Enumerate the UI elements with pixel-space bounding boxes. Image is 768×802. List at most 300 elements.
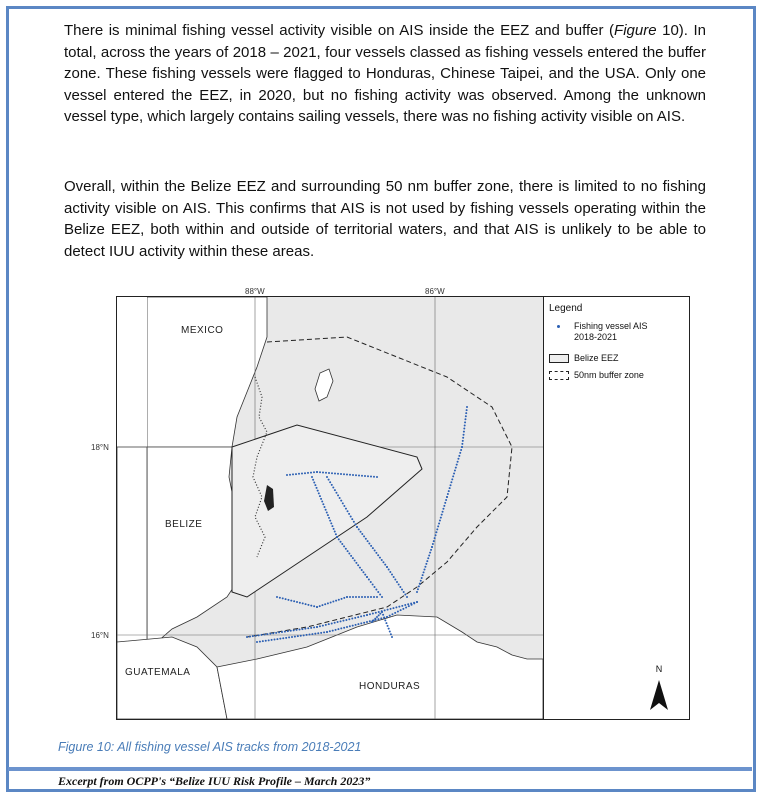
- ais-track-point: [368, 579, 370, 581]
- ais-track-point: [375, 589, 377, 591]
- ais-track-point: [389, 571, 391, 573]
- ais-track-point: [325, 624, 327, 626]
- ais-track-point: [450, 481, 452, 483]
- label-mexico: MEXICO: [181, 325, 224, 336]
- ais-track-point: [328, 479, 330, 481]
- ais-track-point: [335, 629, 337, 631]
- ais-track-point: [285, 598, 287, 600]
- ais-track-point: [358, 596, 360, 598]
- ais-track-point: [406, 596, 408, 598]
- ais-track-point: [357, 623, 359, 625]
- ais-track-point: [431, 546, 433, 548]
- ais-track-point: [454, 470, 456, 472]
- ais-track-point: [347, 550, 349, 552]
- map-canvas: [117, 297, 543, 719]
- ais-track-point: [465, 415, 467, 417]
- ais-track-point: [351, 618, 353, 620]
- ais-track-point: [300, 635, 302, 637]
- ais-track-point: [417, 588, 419, 590]
- ais-track-point: [408, 605, 410, 607]
- ais-track-point: [455, 467, 457, 469]
- ais-track-point: [449, 487, 451, 489]
- ais-track-point: [321, 501, 323, 503]
- ais-track-point: [333, 528, 335, 530]
- figure-reference: Figure: [614, 22, 657, 39]
- ais-track-point: [416, 591, 418, 593]
- ais-track-point: [384, 564, 386, 566]
- ais-track-point: [378, 611, 380, 613]
- ais-track-point: [413, 602, 415, 604]
- ais-track-point: [362, 571, 364, 573]
- ais-track-point: [310, 627, 312, 629]
- land-guatemala: [117, 447, 147, 642]
- lat-label-16: 16°N: [91, 631, 109, 640]
- ais-track-point: [458, 455, 460, 457]
- ais-track-point: [425, 563, 427, 565]
- ais-track-point: [372, 584, 374, 586]
- ais-track-point: [284, 631, 286, 633]
- ais-track-point: [320, 632, 322, 634]
- ais-track-point: [278, 631, 280, 633]
- ais-track-point: [357, 616, 359, 618]
- ais-track-point: [445, 499, 447, 501]
- ais-track-point: [323, 631, 325, 633]
- ais-track-point: [274, 639, 276, 641]
- ais-track-point: [420, 580, 422, 582]
- ais-track-point: [391, 574, 393, 576]
- label-guatemala: GUATEMALA: [125, 667, 191, 678]
- ais-track-point: [301, 473, 303, 475]
- ais-track-point: [340, 620, 342, 622]
- ais-track-point: [361, 569, 363, 571]
- ais-track-point: [388, 569, 390, 571]
- ais-track-point: [419, 583, 421, 585]
- ais-track-point: [281, 631, 283, 633]
- ais-track-point: [322, 625, 324, 627]
- ais-track-point: [421, 577, 423, 579]
- ais-track-point: [348, 618, 350, 620]
- ais-track-point: [374, 550, 376, 552]
- ais-track-point: [325, 509, 327, 511]
- ais-track-point: [377, 618, 379, 620]
- ais-track-point: [346, 596, 348, 598]
- ais-track-point: [287, 599, 289, 601]
- ais-track-point: [372, 547, 374, 549]
- ais-track-point: [326, 476, 328, 478]
- excerpt-note: Excerpt from OCPP's “Belize IUU Risk Profile – March 2023”: [58, 774, 371, 788]
- ais-track-point: [325, 472, 327, 474]
- ais-track-point: [330, 601, 332, 603]
- ais-track-point: [369, 613, 371, 615]
- ais-track-point: [465, 412, 467, 414]
- ais-track-point: [418, 585, 420, 587]
- ais-track-point: [337, 628, 339, 630]
- ais-track-point: [397, 611, 399, 613]
- ais-track-point: [464, 424, 466, 426]
- ais-track-point: [341, 543, 343, 545]
- ais-track-point: [370, 581, 372, 583]
- ais-track-point: [395, 606, 397, 608]
- ais-track-point: [355, 624, 357, 626]
- ais-track-point: [380, 617, 382, 619]
- north-label: N: [655, 664, 663, 674]
- ais-track-point: [329, 481, 331, 483]
- ais-track-point: [443, 505, 445, 507]
- ais-track-point: [400, 609, 402, 611]
- legend-title: Legend: [549, 303, 583, 314]
- ais-track-point: [279, 638, 281, 640]
- ais-track-point: [349, 474, 351, 476]
- legend-item-eez: [549, 353, 619, 364]
- ais-track-point: [313, 481, 315, 483]
- island: [315, 369, 333, 401]
- ais-track-point: [264, 634, 266, 636]
- ais-track-point: [463, 428, 465, 430]
- ais-track-point: [319, 625, 321, 627]
- ais-track-point: [340, 473, 342, 475]
- ais-track-point: [375, 552, 377, 554]
- ais-track-point: [282, 597, 284, 599]
- ais-track-point: [285, 637, 287, 639]
- ais-track-point: [328, 517, 330, 519]
- ais-track-point: [446, 496, 448, 498]
- ais-track-point: [373, 619, 375, 621]
- ais-track-point: [305, 603, 307, 605]
- ais-track-point: [302, 602, 304, 604]
- ais-track-point: [288, 636, 290, 638]
- ais-track-point: [360, 531, 362, 533]
- ais-track-point: [355, 562, 357, 564]
- ais-track-point: [346, 626, 348, 628]
- legend-label-eez: Belize EEZ: [574, 353, 619, 363]
- ais-track-point: [338, 599, 340, 601]
- ais-track-point: [360, 622, 362, 624]
- ais-track-point: [393, 576, 395, 578]
- ais-track-point: [319, 605, 321, 607]
- ais-track-point: [361, 596, 363, 598]
- ais-track-point: [342, 620, 344, 622]
- ais-track-point: [361, 475, 363, 477]
- ais-track-point: [463, 431, 465, 433]
- ais-track-point: [452, 475, 454, 477]
- ais-track-point: [256, 641, 258, 643]
- ais-track-point: [401, 605, 403, 607]
- ais-track-point: [369, 620, 371, 622]
- ais-track-point: [363, 615, 365, 617]
- ais-track-point: [377, 591, 379, 593]
- ais-track-point: [424, 566, 426, 568]
- ais-track-point: [304, 628, 306, 630]
- ais-track-point: [403, 591, 405, 593]
- ais-track-point: [324, 603, 326, 605]
- ais-track-point: [423, 571, 425, 573]
- ais-track-point: [261, 634, 263, 636]
- ais-track-point: [355, 596, 357, 598]
- ais-track-point: [311, 476, 313, 478]
- ais-track-point: [340, 541, 342, 543]
- ais-track-point: [314, 484, 316, 486]
- ais-track-point: [422, 574, 424, 576]
- ais-track-point: [321, 604, 323, 606]
- legend-label-ais: Fishing vessel AIS 2018-2021: [574, 321, 648, 342]
- ais-track-point: [343, 505, 345, 507]
- ais-track-point: [457, 461, 459, 463]
- ais-track-point: [370, 476, 372, 478]
- ais-track-point: [363, 535, 365, 537]
- ais-track-point: [353, 521, 355, 523]
- ais-track-point: [255, 635, 257, 637]
- ais-track-point: [311, 633, 313, 635]
- ais-track-point: [334, 473, 336, 475]
- ais-track-point: [352, 474, 354, 476]
- ais-track-point: [382, 614, 384, 616]
- ais-track-point: [343, 473, 345, 475]
- ais-track-point: [392, 607, 394, 609]
- ais-track-point: [389, 615, 391, 617]
- ais-track-point: [398, 584, 400, 586]
- ais-track-point: [462, 440, 464, 442]
- ais-track-point: [460, 449, 462, 451]
- ais-track-point: [338, 538, 340, 540]
- ais-track-point: [331, 484, 333, 486]
- ais-track-point: [466, 409, 468, 411]
- ais-track-point: [401, 589, 403, 591]
- ais-track-point: [349, 625, 351, 627]
- ais-track-point: [324, 506, 326, 508]
- ais-track-point: [348, 513, 350, 515]
- ais-track-point: [382, 561, 384, 563]
- ais-track-point: [374, 586, 376, 588]
- ais-track-point: [376, 476, 378, 478]
- ais-track-point: [252, 635, 254, 637]
- land-honduras: [217, 615, 543, 719]
- p1-text-a: There is minimal fishing vessel activity visible on AIS inside the EEZ and buffer (: [64, 22, 615, 39]
- belize-eez: [232, 425, 422, 597]
- ais-track-point: [266, 633, 268, 635]
- map-figure: [91, 287, 544, 720]
- ais-track-point: [387, 609, 389, 611]
- ais-track-point: [372, 612, 374, 614]
- ais-track-point: [313, 626, 315, 628]
- ais-track-point: [343, 545, 345, 547]
- ais-track-point: [379, 613, 381, 615]
- ais-track-point: [320, 498, 322, 500]
- map-legend: [544, 296, 690, 720]
- ais-track-point: [299, 602, 301, 604]
- ais-track-point: [329, 520, 331, 522]
- ais-track-point: [334, 531, 336, 533]
- ais-track-point: [332, 487, 334, 489]
- ais-track-point: [379, 594, 381, 596]
- ais-track-point: [440, 517, 442, 519]
- ais-track-point: [394, 612, 396, 614]
- ais-track-point: [309, 634, 311, 636]
- ais-track-point: [366, 614, 368, 616]
- frame-divider: [8, 767, 752, 771]
- ais-track-point: [436, 528, 438, 530]
- ais-track-point: [296, 601, 298, 603]
- ais-track-point: [391, 636, 393, 638]
- ais-track-point: [426, 560, 428, 562]
- ais-track-point: [398, 606, 400, 608]
- ais-track-point: [334, 622, 336, 624]
- ais-track-point: [448, 490, 450, 492]
- ais-track-point: [296, 629, 298, 631]
- ais-track-point: [316, 606, 318, 608]
- ais-track-point: [370, 545, 372, 547]
- ais-track-point: [319, 495, 321, 497]
- ais-track-point: [343, 597, 345, 599]
- ais-track-point: [275, 632, 277, 634]
- ais-track-point: [299, 629, 301, 631]
- ais-track-point: [404, 604, 406, 606]
- ais-track-point: [286, 474, 288, 476]
- ais-track-point: [310, 472, 312, 474]
- ais-track-point: [351, 518, 353, 520]
- ais-track-point: [350, 515, 352, 517]
- ais-track-point: [304, 472, 306, 474]
- p1-text-b: 10). In total, across the years of 2018 – 2021, four vessels classed as fishing vessels entered the buffer zone. These fishing vessels were flagged to Honduras, Chinese Taipei, and the USA. Only one vessel entered the EEZ, in 2020, but no fishing activity was observed. Among the unknown vessel type, which largely contains sailing vessels, there was no fishing activity visible on AIS.: [64, 22, 707, 125]
- ais-track-point: [384, 609, 386, 611]
- ais-track-point: [318, 492, 320, 494]
- ais-track-point: [339, 497, 341, 499]
- ais-track-point: [319, 471, 321, 473]
- ais-track-point: [367, 475, 369, 477]
- ais-track-point: [379, 557, 381, 559]
- label-belize: BELIZE: [165, 519, 203, 530]
- ais-track-point: [346, 474, 348, 476]
- ais-track-point: [433, 540, 435, 542]
- ais-track-point: [331, 525, 333, 527]
- ais-track-point: [435, 531, 437, 533]
- ais-track-point: [388, 628, 390, 630]
- ais-track-point: [276, 596, 278, 598]
- ais-track-point: [358, 528, 360, 530]
- ais-track-point: [361, 533, 363, 535]
- ais-track-point: [447, 493, 449, 495]
- ais-track-point: [337, 621, 339, 623]
- lon-label-86: 86°W: [425, 287, 445, 296]
- ais-track-point: [335, 600, 337, 602]
- ais-track-point: [354, 523, 356, 525]
- ais-track-point: [399, 586, 401, 588]
- label-honduras: HONDURAS: [359, 681, 421, 692]
- ais-track-point: [390, 608, 392, 610]
- ais-track-point: [366, 621, 368, 623]
- ais-track-point: [341, 598, 343, 600]
- ais-track-point: [348, 552, 350, 554]
- ais-track-point: [359, 567, 361, 569]
- ais-track-point: [327, 514, 329, 516]
- ais-track-point: [442, 508, 444, 510]
- ais-track-point: [345, 619, 347, 621]
- ais-track-point: [350, 555, 352, 557]
- ais-track-point: [389, 630, 391, 632]
- ais-track-point: [289, 474, 291, 476]
- ais-track-point: [314, 633, 316, 635]
- ais-track-point: [363, 622, 365, 624]
- ais-track-point: [381, 611, 383, 613]
- ais-track-point: [355, 474, 357, 476]
- ais-track-point: [373, 476, 375, 478]
- ais-track-point: [310, 605, 312, 607]
- ais-track-point: [453, 472, 455, 474]
- ais-track-point: [416, 601, 418, 603]
- ais-track-point: [347, 510, 349, 512]
- ais-track-point: [249, 636, 251, 638]
- ais-track-point: [345, 508, 347, 510]
- ais-track-point: [387, 625, 389, 627]
- north-arrow: [648, 664, 670, 719]
- legend-item-buffer: [549, 370, 644, 381]
- ais-track-point: [326, 511, 328, 513]
- ais-track-point: [378, 614, 380, 616]
- ais-track-point: [287, 630, 289, 632]
- ais-track-point: [340, 627, 342, 629]
- ais-track-point: [327, 602, 329, 604]
- ais-track-point: [457, 458, 459, 460]
- ais-track-point: [435, 534, 437, 536]
- ais-track-point: [405, 606, 407, 608]
- ais-track-point: [466, 406, 468, 408]
- ais-track-point: [370, 596, 372, 598]
- ais-track-point: [371, 621, 373, 623]
- ais-track-point: [376, 616, 378, 618]
- ais-track-point: [373, 596, 375, 598]
- ais-track-point: [352, 625, 354, 627]
- ais-track-point: [437, 525, 439, 527]
- ais-track-point: [444, 502, 446, 504]
- ais-track-point: [332, 601, 334, 603]
- ais-track-point: [326, 631, 328, 633]
- ais-track-point: [331, 472, 333, 474]
- ais-track-point: [441, 514, 443, 516]
- ais-track-point: [381, 596, 383, 598]
- eez-swatch-icon: [549, 354, 569, 363]
- ais-track-point: [340, 500, 342, 502]
- ais-track-point: [390, 633, 392, 635]
- ais-track-point: [381, 559, 383, 561]
- ais-track-point: [438, 522, 440, 524]
- ais-track-point: [307, 627, 309, 629]
- ais-track-point: [352, 596, 354, 598]
- ais-track-point: [329, 630, 331, 632]
- ais-track-point: [461, 443, 463, 445]
- ais-track-point: [385, 622, 387, 624]
- ais-track-point: [335, 533, 337, 535]
- north-arrow-icon: [648, 674, 670, 714]
- land-guatemala-south: [117, 637, 227, 719]
- legend-item-ais: [549, 321, 664, 343]
- ais-track-point: [272, 632, 274, 634]
- ais-point-icon: [549, 322, 569, 331]
- paragraph-1: [64, 20, 706, 128]
- ais-track-point: [290, 600, 292, 602]
- ais-track-point: [307, 604, 309, 606]
- ais-track-point: [322, 472, 324, 474]
- ais-track-point: [293, 629, 295, 631]
- ais-track-point: [394, 579, 396, 581]
- ais-track-point: [337, 494, 339, 496]
- ais-track-point: [282, 637, 284, 639]
- ais-track-point: [450, 484, 452, 486]
- lon-label-88: 88°W: [245, 287, 265, 296]
- ais-track-point: [463, 434, 465, 436]
- ais-track-point: [424, 569, 426, 571]
- ais-track-point: [337, 473, 339, 475]
- ais-track-point: [301, 628, 303, 630]
- ais-track-point: [461, 446, 463, 448]
